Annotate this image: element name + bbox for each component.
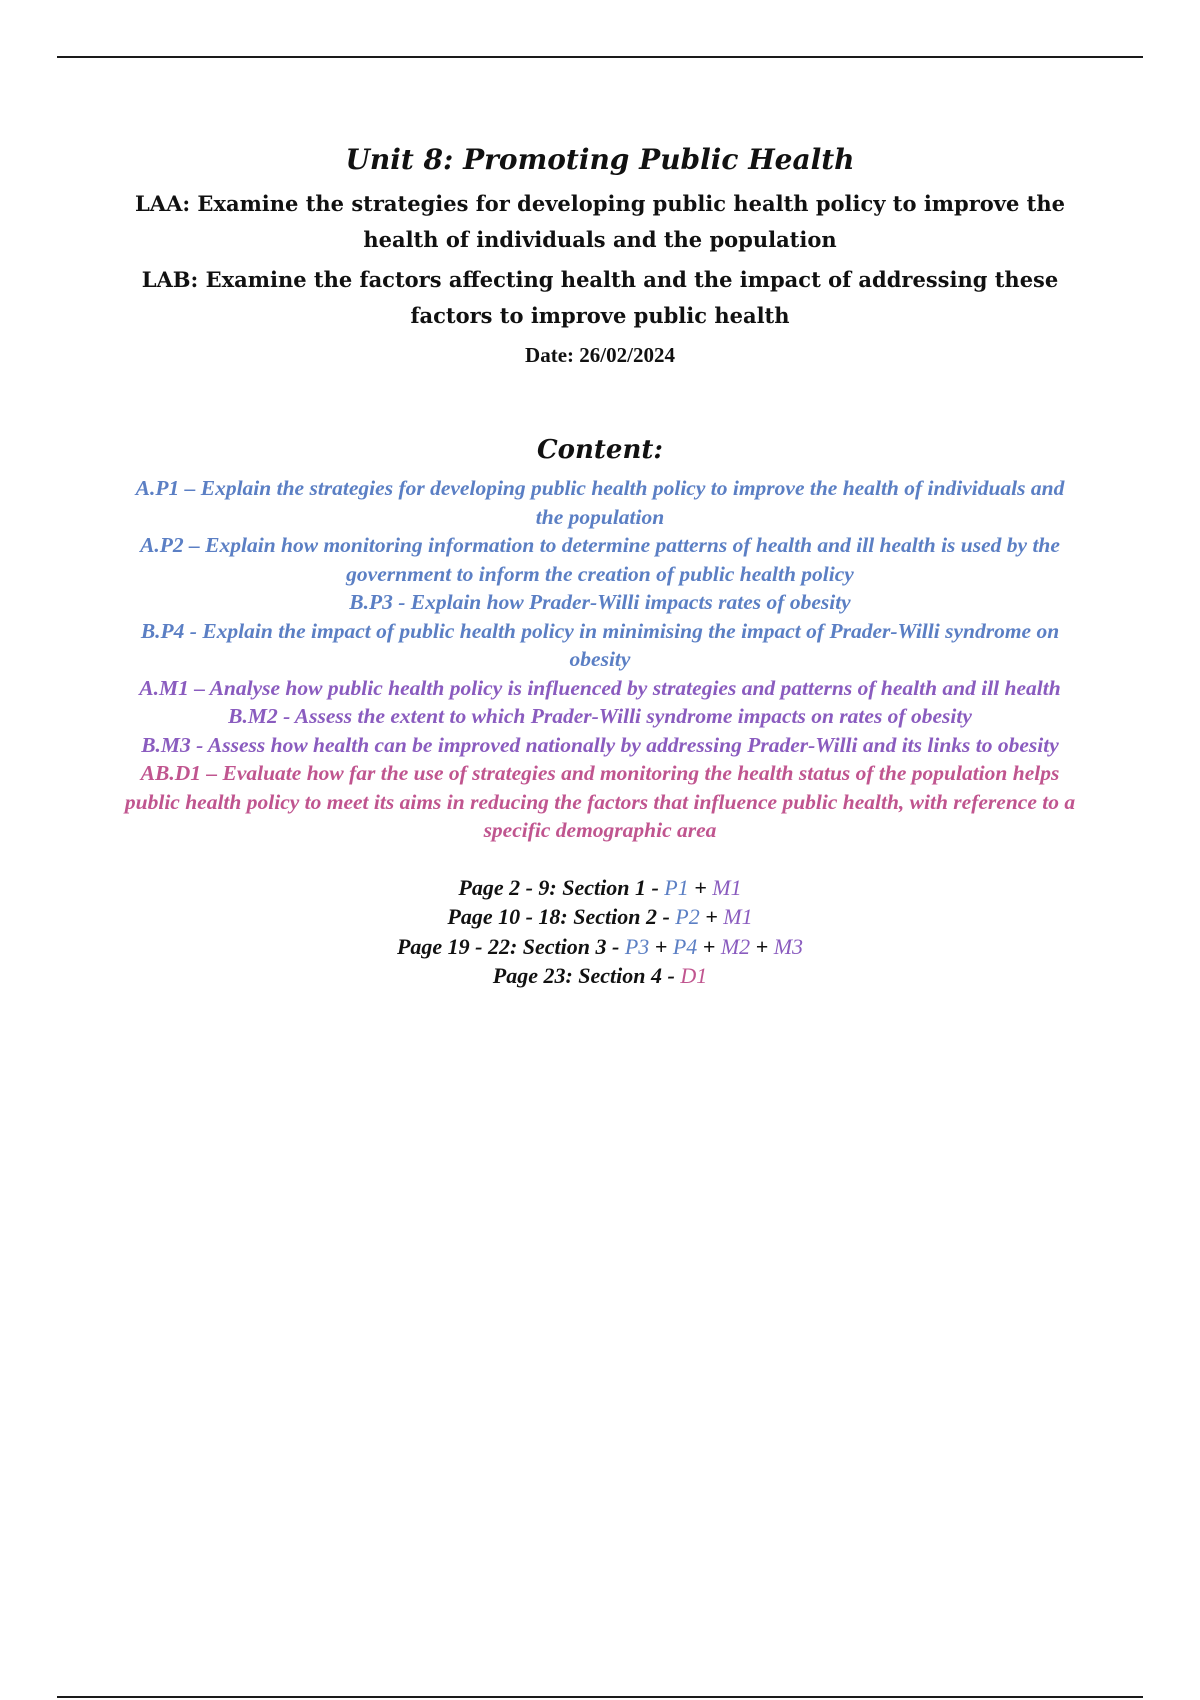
criterion-code: P1 [664,874,689,900]
section-row [120,873,1080,903]
section-row [120,961,1080,991]
criterion-a-p2: A.P2 – Explain how monitoring information to determine patterns of health and ill health is used by the government to inform the creation of public health policy [140,533,1060,586]
section-label: Page 2 - 9: Section 1 - [458,874,665,900]
criterion-ab-d1: AB.D1 – Evaluate how far the use of strategies and monitoring the health status of the population helps public health policy to meet its aims in reducing the factors that influence public health, with reference to a specific demographic area [124,761,1076,842]
criterion-code: M1 [723,904,753,929]
bottom-rule [57,1696,1143,1698]
top-rule [57,56,1143,58]
criterion-code: P4 [672,933,698,959]
criterion-code: M2 [720,933,751,959]
section-label: Page 23: Section 4 - [492,963,681,988]
criterion-code: P3 [624,933,650,959]
document-page [120,140,1080,991]
document-title: Unit 8: Promoting Public Health [345,143,855,176]
section-row [120,932,1080,962]
plus-separator: + [697,933,721,959]
criterion-code: M1 [712,874,742,900]
criterion-code: D1 [680,963,708,988]
section-label: Page 19 - 22: Section 3 - [396,933,625,959]
criterion-code: P2 [675,904,700,929]
learning-aim-a: LAA: Examine the strategies for developing public health policy to improve the health of individuals and the population [135,191,1065,252]
document-date: Date: 26/02/2024 [525,343,675,367]
criterion-a-m1: A.M1 – Analyse how public health policy is influenced by strategies and patterns of health and ill health [139,675,1061,700]
learning-aim-b: LAB: Examine the factors affecting health and the impact of addressing these factors to improve public health [141,267,1059,328]
section-row [120,902,1080,932]
section-label: Page 10 - 18: Section 2 - [447,904,676,929]
criteria-list [120,474,1080,845]
criterion-b-m3: B.M3 - Assess how health can be improved nationally by addressing Prader-Willi and its links to obesity [141,732,1059,757]
criterion-b-m2: B.M2 - Assess the extent to which Prader-Willi syndrome impacts on rates of obesity [228,704,972,728]
content-heading: Content: [536,435,663,465]
criterion-a-p1: A.P1 – Explain the strategies for developing public health policy to improve the health of individuals and the population [135,476,1065,529]
criterion-b-p4: B.P4 - Explain the impact of public health policy in minimising the impact of Prader-Willi syndrome on obesity [140,618,1060,671]
plus-separator: + [750,933,774,959]
section-index [120,873,1080,991]
plus-separator: + [699,904,724,929]
criterion-code: M3 [773,933,804,959]
criterion-b-p3: B.P3 - Explain how Prader-Willi impacts rates of obesity [349,590,851,614]
plus-separator: + [688,874,713,900]
plus-separator: + [649,933,673,959]
